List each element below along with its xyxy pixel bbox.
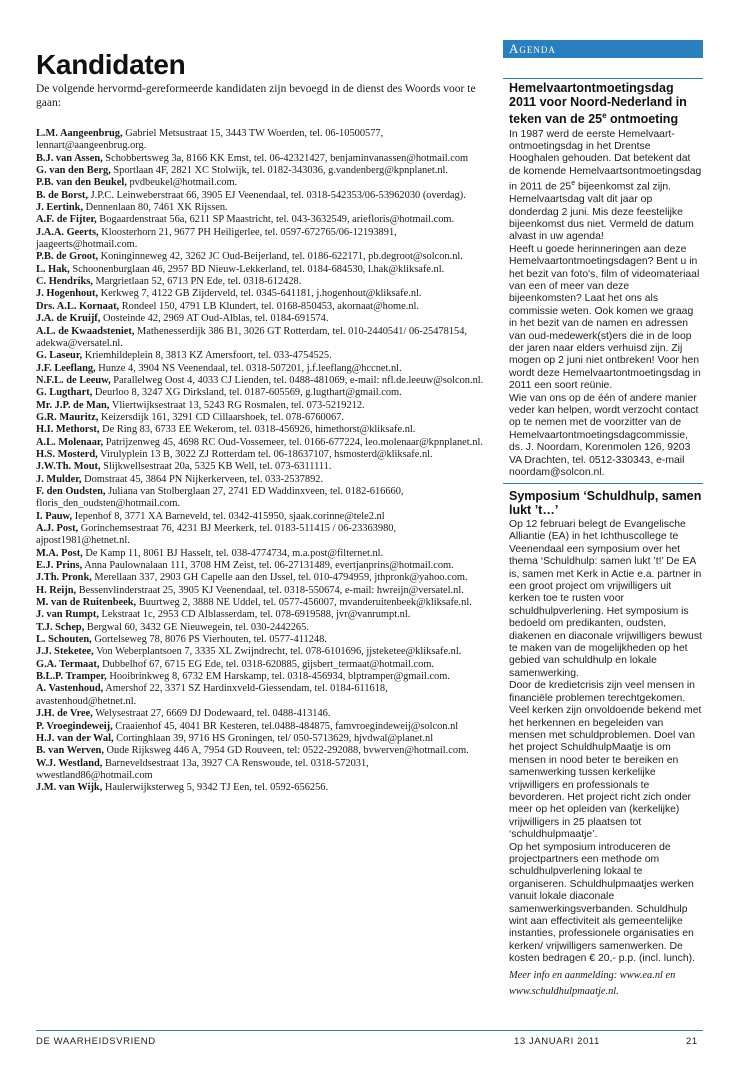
candidate-list	[36, 128, 484, 795]
candidate-details: Domstraat 45, 3864 PN Nijkerkerveen, tel. 033-2537892.	[81, 473, 324, 485]
candidate-name: E.J. Prins,	[36, 560, 83, 572]
candidate-name: J.A. de Kruijf,	[36, 313, 101, 325]
candidate-entry	[36, 560, 484, 572]
candidate-entry	[36, 609, 484, 621]
candidate-details: pvdbeukel@hotmail.com.	[126, 177, 238, 189]
candidate-details: Rondeel 150, 4791 LB Klundert, tel. 0168-850453, akornaat@home.nl.	[119, 300, 420, 312]
candidate-name: A.J. Post,	[36, 523, 79, 534]
more-info-link[interactable]: Meer info en aanmelding: www.ea.nl en www.schuldhulpmaatje.nl.	[509, 969, 676, 997]
candidate-details: Keizersdijk 161, 3291 CD Cillaarshoek, tel. 078-6760067.	[98, 411, 344, 423]
candidate-name: J. Eertink,	[36, 202, 84, 214]
candidate-details: Bogaardenstraat 56a, 6211 SP Maastricht, tel. 043-3632549, ariefloris@hotmail.com.	[96, 214, 455, 226]
candidate-details: Bergwal 60, 3432 GE Nieuwegein, tel. 030-2442265.	[84, 621, 309, 633]
candidate-entry	[36, 153, 484, 165]
candidate-name: H. Reijn,	[36, 584, 77, 596]
candidate-entry	[36, 474, 484, 486]
candidate-details: Kriemhildeplein 8, 3813 KZ Amersfoort, tel. 033-4754525.	[82, 350, 332, 362]
article-title: Symposium ‘Schuldhulp, samen lukt ’t…’	[509, 489, 702, 517]
candidate-details: Sportlaan 4F, 2821 XC Stolwijk, tel. 0182-343036, g.vandenberg@kpnplanet.nl.	[110, 165, 449, 177]
candidate-details: Mathenesserdijk 386 B1, 3026 GT Rotterdam, tel. 010-2440541/ 06-25478154, adekwa@versatel.nl.	[36, 325, 467, 349]
candidate-entry	[36, 449, 484, 461]
candidate-details: Cortinghlaan 39, 9716 HS Groningen, tel/ 050-5713629, hjvdwal@planet.nl	[113, 732, 434, 744]
candidate-entry	[36, 177, 484, 189]
candidate-name: J.J. Steketee,	[36, 646, 94, 658]
candidate-name: J.W.Th. Mout,	[36, 461, 101, 473]
candidate-name: G. Lugthart,	[36, 387, 93, 399]
candidate-details: Merellaan 337, 2903 GH Capelle aan den IJssel, tel. 010-4794959, jthpronk@yahoo.com.	[91, 572, 468, 584]
candidate-entry	[36, 634, 484, 646]
article-divider	[503, 483, 703, 484]
candidate-entry	[36, 387, 484, 399]
candidate-details: Vliertwijksestraat 13, 5243 RG Rosmalen, tel. 073-5219212.	[109, 399, 365, 411]
candidate-name: G. van den Berg,	[36, 165, 111, 177]
candidate-entry	[36, 251, 484, 263]
footer-divider	[36, 1030, 703, 1031]
candidate-name: A.F. de Fijter,	[36, 214, 97, 226]
candidate-name: J. Hogenhout,	[36, 288, 99, 300]
candidate-name: L. Schouten,	[36, 634, 92, 646]
candidate-details: Kloosterhorn 21, 9677 PH Heiligerlee, tel. 0597-672765/06-12193891, jaageerts@hotmail.com.	[36, 226, 397, 251]
candidate-details: Welysestraat 27, 6669 DJ Dodewaard, tel. 0488-413146.	[92, 708, 331, 720]
candidate-entry	[36, 375, 484, 387]
candidate-entry	[36, 782, 484, 794]
article-paragraph: Hemelvaartsdag valt dit jaar op donderdag 2 juni. Mis deze feestelijke bijeenkomst dus niet. Vermeld de datum alvast in uw agenda!	[509, 194, 694, 243]
candidate-details: Schoonenburglaan 46, 2957 BD Nieuw-Lekkerland, tel. 0184-684530, l.hak@kliksafe.nl.	[69, 263, 445, 275]
candidate-entry	[36, 622, 484, 634]
candidate-details: Schobbertsweg 3a, 8166 KK Emst, tel. 06-42321427, benjaminvanassen@hotmail.com	[102, 152, 469, 164]
candidate-entry	[36, 659, 484, 671]
candidate-entry	[36, 276, 484, 288]
candidate-entry	[36, 548, 484, 560]
candidate-entry	[36, 646, 484, 658]
candidate-entry	[36, 733, 484, 745]
candidate-entry	[36, 683, 484, 708]
candidate-name: J.M. van Wijk,	[36, 782, 103, 794]
candidate-details: Buurtweg 2, 3888 NE Uddel, tel. 0577-456007, mvanderuitenbeek@kliksafe.nl.	[136, 597, 472, 609]
candidate-entry	[36, 412, 484, 424]
candidate-name: Mr. J.P. de Man,	[36, 399, 110, 411]
candidate-details: Patrijzenweg 45, 4698 RC Oud-Vossemeer, tel. 0166-677224, leo.molenaar@kpnplanet.nl.	[103, 436, 483, 448]
candidate-details: Kerkweg 7, 4122 GB Zijderveld, tel. 0345-641181, j.hogenhout@kliksafe.nl.	[98, 288, 422, 300]
candidate-details: Haulerwijksterweg 5, 9342 TJ Een, tel. 0592-656256.	[102, 782, 329, 794]
candidate-details: Margrietlaan 52, 6713 PN Ede, tel. 0318-612428.	[92, 276, 302, 288]
candidate-details: J.P.C. Leinweberstraat 66, 3905 EJ Veenendaal, tel. 0318-542353/06-53962030 (overdag).	[87, 189, 466, 201]
candidate-name: H.S. Mosterd,	[36, 448, 98, 460]
agenda-divider	[503, 78, 703, 79]
candidate-entry	[36, 202, 484, 214]
candidate-entry	[36, 363, 484, 375]
candidate-details: Deurloo 8, 3247 XG Dirksland, tel. 0187-605569, g.lugthart@gmail.com.	[92, 387, 402, 399]
candidate-name: A.L. Molenaar,	[36, 436, 104, 448]
candidate-name: J. van Rumpt,	[36, 609, 99, 621]
article-paragraph: Heeft u goede herinneringen aan deze Hemelvaartontmoetingsdagen? Bent u in het bezit van foto's, film of videomateriaal van een of meer van deze bijeenkomsten? Laat het ons als commissie weten. Ook komen we graag in het bezit van de namen en adressen van oud-medewerk(st)ers die in de loop der jaren naar elders verhuisd zijn. Zij mogen op 2 juni niet ontbreken! Voor hen wordt deze Hemelvaartontmoetingsdag in 2011 een soort reünie.	[509, 243, 701, 392]
issue-date: 13 JANUARI 2011	[514, 1036, 600, 1047]
article-paragraph: Door de kredietcrisis zijn veel mensen in financiële problemen terechtgekomen. Veel kerken zijn onvoldoende bekend met het herkennen en begeleiden van mensen met schuldproblemen. Doel van het project SchuldhulpMaatje is om mensen in nood beter te bereiken en samenwerking tussen kerkelijke vrijwilligers en professionals te bevorderen. Het project richt zich onder meer op het opleiden van (kerkelijke) vrijwilligers in 25 plaatsen tot ‘schuldhulpmaatje’.	[509, 680, 702, 841]
candidate-name: J.Th. Pronk,	[36, 572, 92, 584]
candidate-details: Lekstraat 1c, 2953 CD Alblasserdam, tel. 078-6919588, jvr@vanrumpt.nl.	[98, 609, 411, 621]
page-number: 21	[686, 1036, 698, 1047]
candidate-entry	[36, 597, 484, 609]
candidate-name: A. Vastenhoud,	[36, 683, 104, 695]
candidate-entry	[36, 400, 484, 412]
article-paragraph: Op het symposium introduceren de projectpartners een methode om schuldhulpverlening lokaal te organiseren. Schuldhulpmaatjes werken vanuit lokale diaconale samenwerkingsverbanden. Schuldhulp wint aan effectiviteit als gemeentelijke instanties, professionele organisaties en kerken/ vrijwilligers samenwerken. De kosten bedragen € 20,- p.p. (incl. lunch).	[509, 841, 695, 965]
candidate-details: Amershof 22, 3371 SZ Hardinxveld-Giessendam, tel. 0184-611618, avastenhoud@hetnet.nl.	[36, 683, 388, 707]
candidate-name: G.R. Mauritz,	[36, 411, 99, 423]
candidate-entry	[36, 461, 484, 473]
candidate-name: A.L. de Kwaadsteniet,	[36, 325, 135, 337]
candidate-entry	[36, 264, 484, 276]
article-paragraph: In 1987 werd de eerste Hemelvaart-ontmoetingsdag in het Drentse Hooghalen gehouden. Dat betekent dat de komende Hemelvaartsontmoetingsdag in 2011 de 25e bijeenkomst zal zijn.	[509, 128, 702, 193]
candidate-details: Gabriel Metsustraat 15, 3443 TW Woerden, tel. 06-10500577, lennart@aangeenbrug.org.	[36, 128, 384, 152]
candidate-details: Craaienhof 45, 4041 BR Kesteren, tel.0488-484875, famvroegindeweij@solcon.nl	[112, 720, 459, 732]
candidate-entry	[36, 165, 484, 177]
candidate-entry	[36, 721, 484, 733]
candidate-details: Dubbelhof 67, 6715 EG Ede, tel. 0318-620885, gijsbert_termaat@hotmail.com.	[99, 658, 434, 670]
candidate-name: B.J. van Assen,	[36, 152, 103, 164]
candidate-entry	[36, 424, 484, 436]
candidate-name: Drs. A.L. Kornaat,	[36, 300, 120, 312]
candidate-details: Gortelseweg 78, 8076 PS Vierhouten, tel. 0577-411248.	[91, 634, 327, 646]
candidate-entry	[36, 288, 484, 300]
candidate-details: Barneveldsestraat 13a, 3927 CA Renswoude, tel. 0318-572031, wwestland86@hotmail.com	[36, 757, 369, 781]
article-paragraph: Op 12 februari belegt de Evangelische Alliantie (EA) in het Ichthuscollege te Veenendaal een symposium over het thema ‘Schuldhulp: samen lukt ’t!’ De EA is, samen met Kerk in Actie e.a. partner in een groot project om vrijwilligers uit kerken toe te rusten voor schuldhulpverlening. Het symposium is bedoeld om predikanten, oudsten, diakenen en diaconale vrijwilligers bewust te maken van de mogelijkheden op het gebied van schuldhulp en lokale samenwerking.	[509, 519, 702, 679]
candidate-name: P. Vroegindeweij,	[36, 720, 113, 732]
candidate-details: Iepenhof 8, 3771 XA Barneveld, tel. 0342-415950, sjaak.corinne@tele2.nl	[72, 510, 385, 522]
candidate-name: W.J. Westland,	[36, 757, 103, 769]
candidate-entry	[36, 585, 484, 597]
candidate-details: Hooibrinkweg 8, 6732 EM Harskamp, tel. 0318-456934, blptramper@gmail.com.	[106, 671, 450, 683]
candidate-details: De Ring 83, 6733 EE Wekerom, tel. 0318-456926, himethorst@kliksafe.nl.	[99, 424, 416, 436]
candidate-entry	[36, 523, 484, 548]
candidate-name: G.A. Termaat,	[36, 658, 100, 670]
candidate-entry	[36, 313, 484, 325]
candidate-entry	[36, 745, 484, 757]
candidate-entry	[36, 486, 484, 511]
candidate-details: Gorinchemsestraat 76, 4231 BJ Meerkerk, tel. 0183-511415 / 06-23363980, ajpost1981@hetnet.nl.	[36, 523, 397, 547]
article-symposium	[509, 490, 703, 1000]
candidate-entry	[36, 350, 484, 362]
candidate-entry	[36, 758, 484, 783]
candidate-entry	[36, 671, 484, 683]
candidate-name: I. Pauw,	[36, 510, 73, 522]
candidate-name: P.B. van den Beukel,	[36, 177, 127, 189]
candidate-entry	[36, 301, 484, 313]
article-title: Hemelvaartontmoetingsdag 2011 voor Noord-Nederland in teken van de 25e ontmoeting	[509, 81, 687, 127]
candidate-entry	[36, 437, 484, 449]
candidate-name: N.F.L. de Leeuw,	[36, 374, 111, 386]
candidate-details: Hunze 4, 3904 NS Veenendaal, tel. 0318-507201, j.f.leeflang@hccnet.nl.	[95, 362, 402, 374]
candidate-name: M. van de Ruitenbeek,	[36, 597, 137, 609]
candidate-name: J.F. Leeflang,	[36, 362, 96, 374]
candidate-name: C. Hendriks,	[36, 276, 93, 288]
candidate-details: Slijkwellsestraat 20a, 5325 KB Well, tel. 073-6311111.	[100, 461, 332, 473]
publication-name: DE WAARHEIDSVRIEND	[36, 1036, 156, 1047]
candidate-name: H.I. Methorst,	[36, 424, 100, 436]
candidate-name: H.J. van der Wal,	[36, 732, 114, 744]
candidate-entry	[36, 326, 484, 351]
article-paragraph: Wie van ons op de één of andere manier veder kan helpen, wordt verzocht contact op te nemen met de voorzitter van de Hemelvaartontmoetingsdagcommissie, ds. J. Noordam, Korenmolen 126, 9203 VA Drachten, tel. 0512-330343, e-mail noordam@solcon.nl.	[509, 392, 699, 479]
candidate-entry	[36, 227, 484, 252]
candidate-name: T.J. Schep,	[36, 621, 85, 633]
candidate-details: Bessenvlinderstraat 25, 3905 KJ Veenendaal, tel. 0318-550674, e-mail: hwreijn@versatel.nl.	[76, 584, 464, 596]
candidate-details: Koninginneweg 42, 3262 JC Oud-Beijerland, tel. 0186-622171, pb.degroot@solcon.nl.	[98, 251, 463, 263]
candidate-name: P.B. de Groot,	[36, 251, 99, 263]
candidate-details: Oosteinde 42, 2969 AT Oud-Alblas, tel. 0184-691574.	[100, 313, 329, 325]
candidate-name: B. van Werven,	[36, 745, 104, 757]
candidate-entry	[36, 190, 484, 202]
candidate-details: Anna Paulownalaan 111, 3708 HM Zeist, tel. 06-27131489, evertjanprins@hotmail.com.	[82, 560, 454, 572]
candidate-entry	[36, 572, 484, 584]
candidate-details: Juliana van Stolberglaan 27, 2741 ED Waddinxveen, tel. 0182-616660, floris_den_oudsten@hotmail.com.	[36, 485, 404, 510]
agenda-label: Agenda	[503, 40, 703, 58]
candidate-details: Virulyplein 13 B, 3022 ZJ Rotterdam tel. 06-18637107, hsmosterd@kliksafe.nl.	[97, 448, 433, 460]
candidate-details: Dennenlaan 80, 7461 XK Rijssen.	[83, 202, 228, 214]
candidate-name: J.A.A. Geerts,	[36, 226, 99, 238]
candidate-name: M.A. Post,	[36, 547, 83, 559]
candidate-details: Parallelweg Oost 4, 4033 CJ Lienden, tel. 0488-481069, e-mail: nfl.de.leeuw@solcon.nl.	[110, 374, 484, 386]
candidate-name: B.L.P. Tramper,	[36, 671, 107, 683]
candidate-entry	[36, 708, 484, 720]
candidate-name: L.M. Aangeenbrug,	[36, 128, 123, 139]
candidate-entry	[36, 511, 484, 523]
candidate-entry	[36, 214, 484, 226]
candidate-details: Oude Rijksweg 446 A, 7954 GD Rouveen, tel: 0522-292088, bvwerven@hotmail.com.	[103, 745, 469, 757]
intro-text: De volgende hervormd-gereformeerde kandidaten zijn bevoegd in de dienst des Woords voor te gaan:	[36, 83, 476, 109]
candidate-details: Von Weberplantsoen 7, 3335 XL Zwijndrecht, tel. 078-6101696, jjsteketee@kliksafe.nl.	[93, 646, 462, 658]
article-hemelvaart	[509, 82, 703, 480]
candidate-name: L. Hak,	[36, 263, 70, 275]
candidate-name: B. de Borst,	[36, 189, 88, 201]
page-title: Kandidaten	[36, 49, 186, 80]
agenda-header	[503, 40, 703, 58]
candidate-name: G. Laseur,	[36, 350, 83, 362]
candidate-entry	[36, 128, 484, 153]
candidate-name: J. Mulder,	[36, 473, 82, 485]
candidate-name: F. den Oudsten,	[36, 485, 106, 497]
candidate-details: De Kamp 11, 8061 BJ Hasselt, tel. 038-4774734, m.a.post@filternet.nl.	[82, 547, 384, 559]
kandidaten-section	[36, 50, 484, 795]
candidate-name: J.H. de Vree,	[36, 708, 93, 720]
